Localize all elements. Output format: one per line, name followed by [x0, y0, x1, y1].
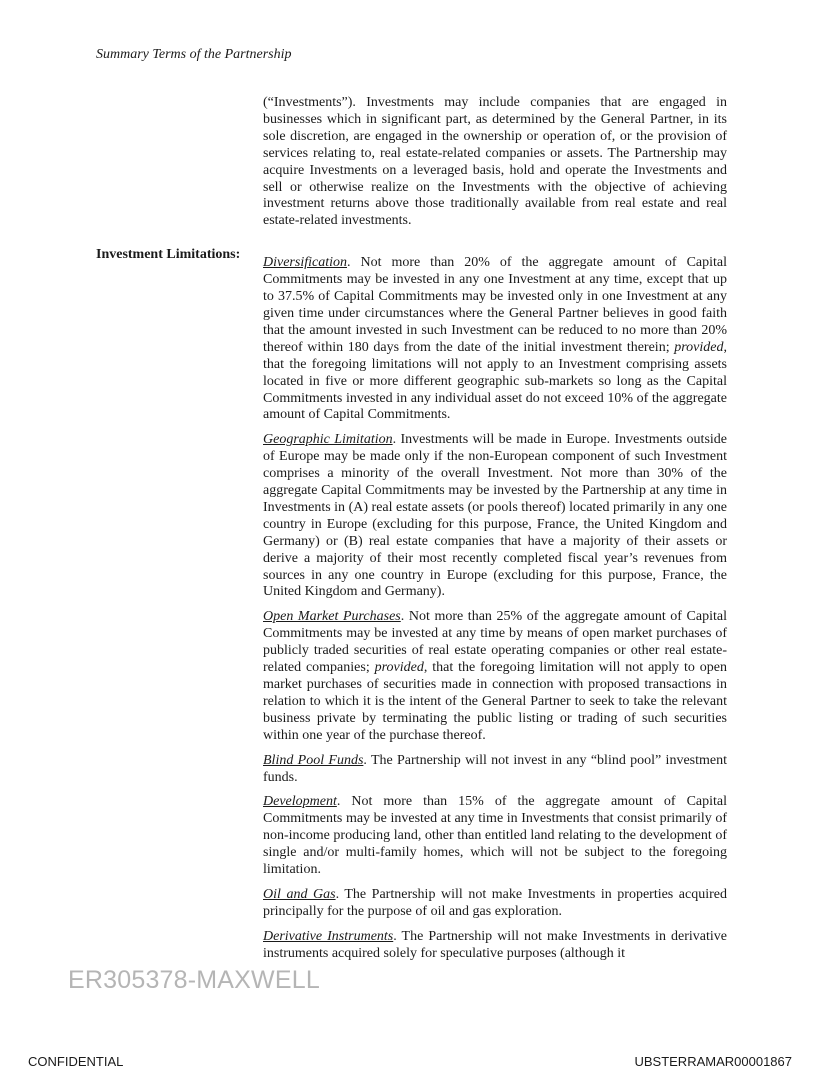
diversification-heading: Diversification [263, 255, 347, 271]
oil-gas-heading: Oil and Gas [263, 886, 336, 902]
page-header: Summary Terms of the Partnership [96, 47, 292, 62]
open-market-heading: Open Market Purchases [263, 609, 401, 625]
open-market-provided: provided [374, 660, 424, 676]
development-paragraph [263, 794, 727, 879]
development-text: . Not more than 15% of the aggregate amount of Capital Commitments may be invested at any time in Investments that consist primarily of non-income producing land, other than entitled land relating to the development of single and/or multi-family homes, which will not be subject to the foregoing limitation. [263, 794, 727, 878]
derivatives-paragraph [263, 929, 727, 963]
intro-paragraph: (“Investments”). Investments may include companies that are engaged in businesses which in significant part, as determined by the General Partner, in its sole discretion, are engaged in the ownership or operation of, or the provision of services relating to, real estate-related companies or assets. The Partnership may acquire Investments on a leveraged basis, hold and operate the Investments and sell or otherwise realize on the Investments with the objective of achieving investment returns above those traditionally available from real estate and real estate-related investments. [263, 95, 727, 229]
derivatives-text: . The Partnership will not make Investments in derivative instruments acquired solely for speculative purposes (although it [263, 928, 727, 961]
derivatives-heading: Derivative Instruments [263, 928, 394, 944]
diversification-provided: provided [674, 339, 724, 355]
section-label-investment-limitations: Investment Limitations: [96, 247, 241, 262]
oil-gas-text: . The Partnership will not make Investments in properties acquired principally for the purpose of oil and gas exploration. [263, 886, 728, 919]
development-heading: Development [263, 794, 337, 810]
exhibit-watermark: ER305378-MAXWELL [68, 966, 320, 994]
diversification-paragraph [263, 255, 727, 424]
diversification-text-b: , that the foregoing limitations will not apply to an Investment comprising assets located in five or more different geographic sub-markets so long as the Capital Commitments invested in any individual asset do not exceed 10% of the aggregate amount of Capital Commitments. [263, 339, 727, 423]
geographic-text: . Investments will be made in Europe. Investments outside of Europe may be made only if the non-European component of such Investment comprises a minority of the overall Investment. Not more than 30% of the aggregate Capital Commitments may be invested by the Partnership at any time in Investments in (A) real estate assets (or pools thereof) located primarily in any one country in Europe (excluding for this purpose, France, the United Kingdom and Germany) or (B) real estate companies that have a majority of their assets or derive a majority of their most recently completed fiscal year’s revenues from sources in any one country in Europe (excluding for this purpose, France, the United Kingdom and Germany). [263, 432, 727, 600]
bates-number-footer: UBSTERRAMAR00001867 [634, 1054, 792, 1069]
oil-gas-paragraph [263, 887, 727, 921]
geographic-heading: Geographic Limitation [263, 432, 393, 448]
blind-pool-heading: Blind Pool Funds [263, 752, 364, 768]
document-body [263, 95, 727, 963]
geographic-paragraph [263, 432, 727, 601]
open-market-text-b: , that the foregoing limitation will not apply to open market purchases of securities made in connection with proposed transactions in relation to which it is the intent of the General Partner to seek to take the relevant business private by terminating the public listing or trading of such securities within one year of the purchase thereof. [263, 660, 728, 743]
open-market-text-a: . Not more than 25% of the aggregate amount of Capital Commitments may be invested at any time by means of open market purchases of publicly traded securities of real estate operating companies or other real estate-related companies; [263, 609, 727, 676]
open-market-paragraph [263, 609, 727, 744]
blind-pool-text: . The Partnership will not invest in any “blind pool” investment funds. [263, 752, 727, 785]
diversification-text-a: . Not more than 20% of the aggregate amount of Capital Commitments may be invested in any one Investment at any time, except that up to 37.5% of Capital Commitments may be invested only in one Investment at any given time under circumstances where the General Partner believes in good faith that the amount invested in such Investment can be reduced to no more than 20% thereof within 180 days from the date of the initial investment therein; [263, 255, 727, 355]
blind-pool-paragraph [263, 753, 727, 787]
confidential-footer: CONFIDENTIAL [28, 1054, 124, 1069]
